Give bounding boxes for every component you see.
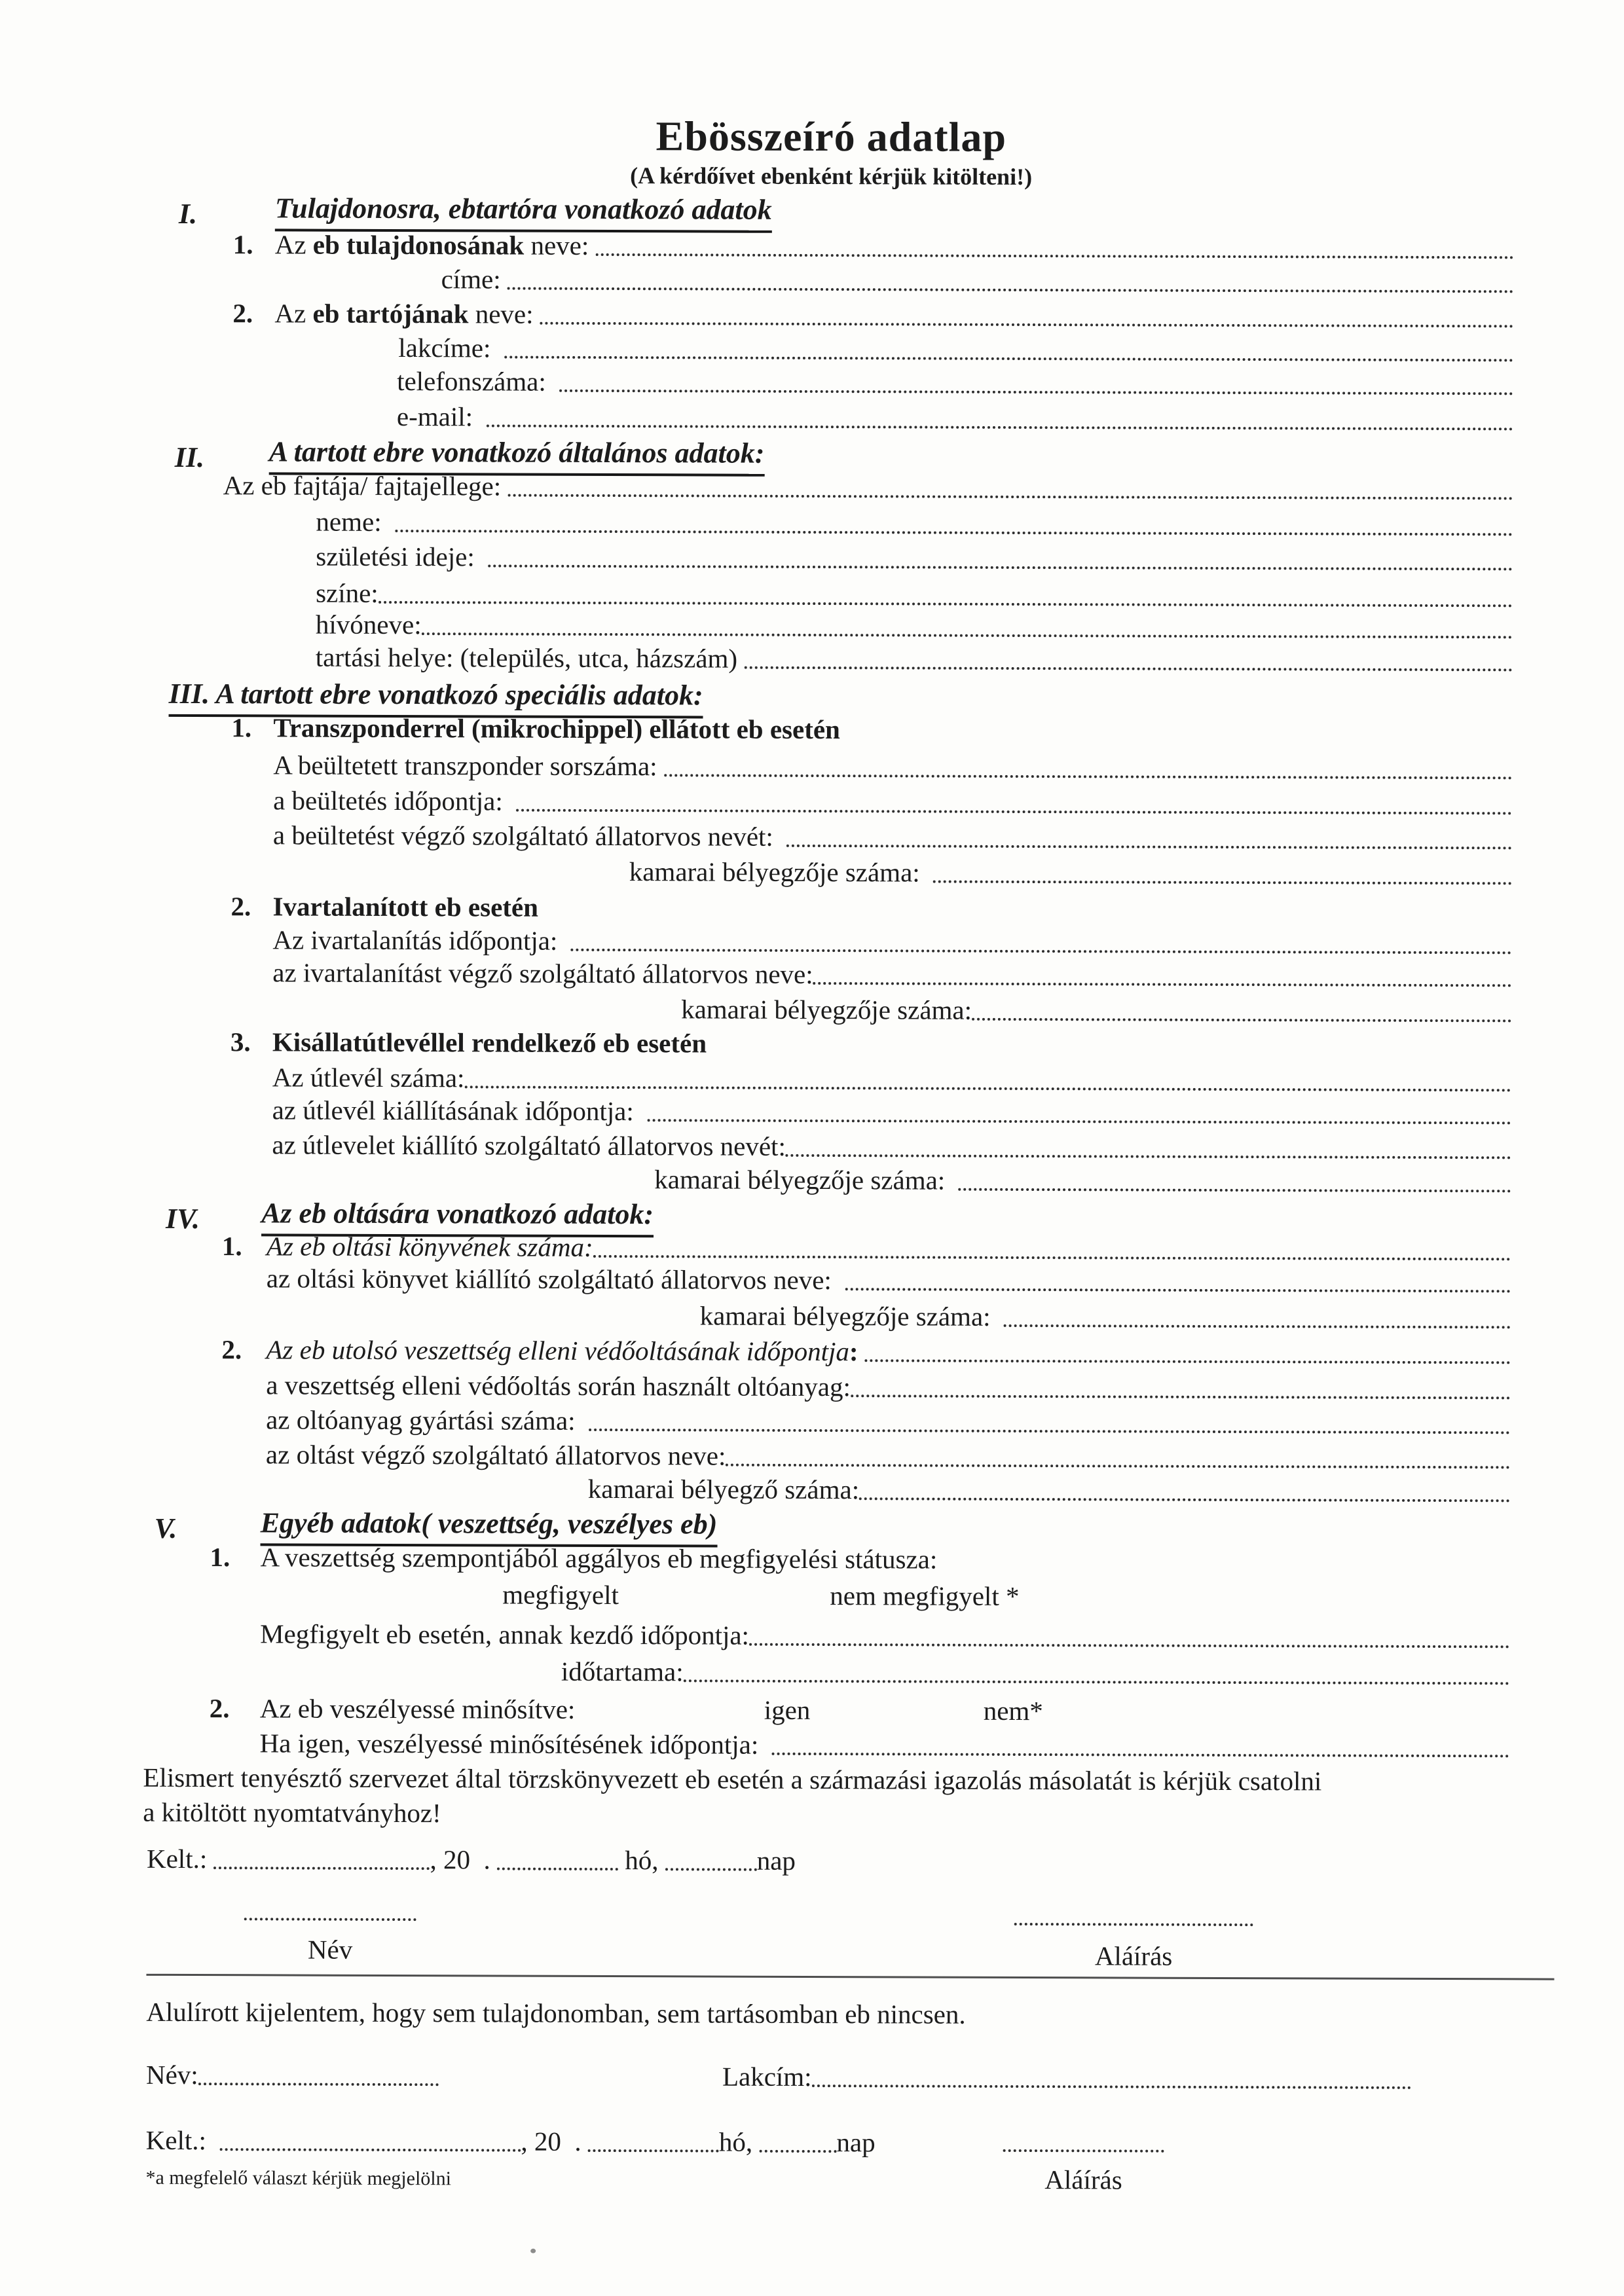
field-passport-date [272, 1094, 1511, 1129]
field-keeper-name [232, 297, 1513, 333]
field-dog-birthdate [316, 541, 1513, 576]
dotted-fill-line [726, 1464, 1510, 1469]
date-line-2-label: nap [836, 2127, 876, 2158]
section-i-heading-text [275, 191, 772, 232]
section-v-heading-label: Egyéb adatok( veszettség, veszélyes eb) [260, 1506, 718, 1540]
field-rabies-vaccine-label: a veszettség elleni védőoltás során használt oltóanyag: [266, 1370, 851, 1402]
dotted-fill-line [647, 1119, 1511, 1124]
item-iii-1 [231, 712, 840, 745]
field-vaccine-batch [266, 1404, 1510, 1439]
field-vaccination-book-vet [267, 1262, 1511, 1298]
note-pedigree-line-2-label: a kitöltött nyomtatványhoz! [143, 1796, 441, 1829]
field-dog-birthdate-label: születési ideje: [316, 541, 489, 572]
section-i-heading [178, 191, 772, 232]
dotted-fill-line [213, 1867, 430, 1870]
item-v-2-number: 2. [209, 1693, 230, 1724]
date-line-1-label: hó, [618, 1845, 665, 1876]
option-dangerous-no-label: nem* [983, 1695, 1043, 1726]
field-dangerous-date [260, 1727, 1509, 1762]
date-line-1-label: nap [756, 1845, 796, 1876]
date-line-1-label: Kelt.: [146, 1843, 214, 1874]
field-chip-vet-label: a beültetést végző szolgáltató állatorvos nevét: [272, 820, 787, 852]
field-keeper-name-label: neve: [468, 299, 540, 329]
signature-line-signature-2 [1003, 2149, 1164, 2153]
field-last-rabies-date-number: 2. [221, 1334, 242, 1365]
label-signature-1-label: Aláírás [1094, 1941, 1173, 1971]
field-keeper-email [397, 401, 1513, 435]
date-line-2-label: , 20 . [521, 2126, 588, 2157]
field-rabies-vet-stamp-label: kamarai bélyegző száma: [587, 1473, 860, 1505]
dotted-fill-line [488, 564, 1513, 570]
dotted-fill-line [859, 1497, 1510, 1502]
signature-line-name [244, 1918, 416, 1921]
option-not-observed-label: nem megfigyelt * [830, 1580, 1020, 1611]
label-signature-2 [1003, 2164, 1164, 2196]
dotted-fill-line [507, 494, 1513, 500]
date-line-1-label: , 20 . [430, 1844, 498, 1875]
field-chip-vet-stamp-label: kamarai bélyegzője száma: [629, 856, 934, 888]
field-dog-color-label: színe: [316, 577, 378, 608]
dotted-fill-line [219, 2148, 521, 2151]
declaration-no-dog [146, 1996, 966, 2030]
item-iii-3-number: 3. [230, 1027, 251, 1057]
dotted-fill-line [851, 1394, 1510, 1399]
field-observation-start [260, 1618, 1509, 1653]
field-vaccination-book-vet-label: az oltási könyvet kiállító szolgáltató állatorvos neve: [266, 1263, 845, 1296]
field-keeper-name-label: Az [274, 298, 313, 329]
dotted-fill-line [665, 1868, 757, 1870]
dotted-fill-line [497, 1867, 618, 1870]
date-line-2-label: hó, [718, 2126, 760, 2157]
item-v-1 [210, 1541, 938, 1575]
dotted-fill-line [507, 287, 1514, 293]
dotted-fill-line [664, 774, 1512, 779]
field-dog-breed-label: Az eb fajtája/ fajtajellege: [223, 470, 508, 501]
dotted-fill-line [198, 2083, 439, 2086]
field-dog-sex-label: neme: [316, 506, 396, 537]
field-chip-vet-stamp [629, 856, 1512, 890]
dotted-fill-line [972, 1018, 1511, 1023]
field-vaccination-book-number-number: 1. [221, 1231, 242, 1262]
field-passport-number [272, 1061, 1511, 1097]
footnote-mark-answer [145, 2162, 451, 2195]
option-dangerous-yes [764, 1694, 811, 1726]
dotted-fill-line [1004, 1324, 1511, 1328]
field-dog-breed [223, 469, 1513, 505]
dotted-fill-line [749, 1643, 1509, 1649]
section-ii-heading-number: II. [174, 441, 205, 474]
label-signature-1 [1014, 1940, 1253, 1972]
item-v-2 [209, 1692, 576, 1725]
divider [146, 1974, 1554, 1980]
option-not-observed [830, 1580, 1019, 1612]
declaration-no-dog-label: Alulírott kijelentem, hogy sem tulajdonomban, sem tartásomban eb nincsen. [146, 1996, 966, 2030]
field-dog-location-label: tartási helye: (település, utca, házszám) [315, 642, 745, 674]
section-i-heading-label: Tulajdonosra, ebtartóra vonatkozó adatok [274, 192, 772, 226]
field-rabies-vet-label: az oltást végző szolgáltató állatorvos neve: [265, 1439, 726, 1471]
item-v-2-label: Az eb veszélyessé minősítve: [259, 1693, 576, 1724]
date-line-2 [146, 2124, 876, 2158]
field-keeper-name-label: eb tartójának [312, 298, 469, 329]
field-chip-vet [273, 819, 1512, 854]
section-ii-heading-label: A tartott ebre vonatkozó általános adatok: [268, 435, 765, 469]
field-keeper-phone [397, 365, 1513, 400]
field-neuter-vet-label: az ivartalanítást végző szolgáltató állatorvos neve: [272, 957, 813, 990]
dotted-fill-line [540, 322, 1514, 328]
item-iii-2-number: 2. [231, 891, 251, 922]
option-dangerous-no [984, 1695, 1043, 1726]
option-observed [502, 1579, 619, 1611]
dotted-fill-line [744, 666, 1512, 672]
dotted-fill-line [378, 601, 1513, 607]
field-neuter-vet [272, 957, 1511, 992]
field-keeper-address [398, 332, 1513, 367]
field-declarant-address-label: Lakcím: [722, 2061, 812, 2092]
field-owner-address [441, 263, 1514, 298]
dotted-fill-line [559, 390, 1513, 395]
field-passport-vet [272, 1129, 1511, 1164]
dotted-fill-line [516, 809, 1512, 815]
signature-line-signature-1 [1014, 1923, 1253, 1926]
dotted-fill-line [504, 356, 1513, 362]
field-vaccination-book-vet-stamp-label: kamarai bélyegzője száma: [699, 1300, 1005, 1332]
field-chip-date-label: a beültetés időpontja: [273, 785, 517, 816]
footnote-mark-answer-label: *a megfelelő választ kérjük megjelölni [145, 2166, 452, 2190]
field-dog-callname-label: hívóneve: [315, 609, 422, 640]
dotted-fill-line [589, 1429, 1510, 1434]
dotted-fill-line [395, 530, 1513, 536]
date-line-2-label: Kelt.: [145, 2124, 220, 2156]
field-vaccination-book-number-label: Az eb oltási könyvének száma: [266, 1231, 593, 1262]
field-passport-vet-stamp-label: kamarai bélyegzője száma: [654, 1164, 959, 1195]
field-owner-name-label: eb tulajdonosának [312, 229, 525, 261]
field-declarant-name-label: Név: [145, 2059, 198, 2090]
label-signature-2-label: Aláírás [1044, 2164, 1122, 2195]
dotted-fill-line [571, 949, 1512, 955]
field-neuter-date-label: Az ivartalanítás időpontja: [272, 924, 571, 956]
field-rabies-vaccine [266, 1369, 1510, 1404]
item-iii-1-number: 1. [231, 712, 252, 743]
label-name-label: Név [307, 1934, 353, 1965]
section-v-heading-number: V. [154, 1512, 177, 1544]
dotted-fill-line [772, 1753, 1509, 1758]
field-last-rabies-date [221, 1334, 1510, 1369]
item-iii-3 [230, 1026, 707, 1059]
dotted-fill-line [812, 2085, 1411, 2089]
field-passport-vet-label: az útlevelet kiállító szolgáltató állatorvos nevét: [272, 1129, 786, 1161]
field-vaccination-book-vet-stamp [700, 1300, 1511, 1334]
field-observation-duration-label: időtartama: [561, 1656, 684, 1687]
field-chip-serial [273, 749, 1512, 784]
field-keeper-phone-label: telefonszáma: [397, 366, 560, 397]
field-keeper-email-label: e-mail: [396, 401, 487, 432]
field-owner-name-label: Az [274, 229, 313, 260]
label-name [244, 1933, 416, 1965]
item-v-1-label: A veszettség szempontjából aggályos eb megfigyelési státusza: [260, 1542, 938, 1575]
section-i-heading-number: I. [178, 197, 198, 230]
field-owner-name-number: 1. [232, 229, 253, 260]
note-pedigree-line-1-label: Elismert tenyésztő szervezet által törzskönyvezett eb esetén a származási igazolás másolatát is kérjük csatolni [143, 1762, 1322, 1796]
dotted-fill-line [759, 2150, 836, 2153]
field-passport-number-label: Az útlevél száma: [272, 1062, 465, 1093]
field-dog-location [316, 642, 1513, 677]
field-keeper-name-number: 2. [232, 298, 253, 329]
section-iii-heading-label: III. A tartott ebre vonatkozó speciális adatok: [168, 677, 703, 712]
form-subtitle: (A kérdőívet ebenként kérjük kitölteni!) [630, 162, 1033, 191]
field-neuter-vet-stamp-label: kamarai bélyegzője száma: [681, 994, 972, 1025]
dotted-fill-line [593, 1255, 1511, 1260]
field-dog-callname [316, 609, 1513, 644]
dotted-fill-line [786, 845, 1512, 849]
field-last-rabies-date-label: : [849, 1336, 865, 1367]
dotted-fill-line [588, 2149, 719, 2153]
field-owner-address-label: címe: [441, 264, 508, 295]
note-pedigree-line-2 [143, 1796, 441, 1829]
option-dangerous-yes-label: igen [764, 1694, 811, 1725]
dotted-fill-line [464, 1085, 1511, 1091]
item-iii-1-label: Transzponderrel (mikrochippel) ellátott eb esetén [273, 712, 840, 745]
field-vaccination-book-number [221, 1230, 1511, 1266]
field-passport-vet-stamp [654, 1163, 1511, 1197]
field-chip-date [273, 784, 1512, 820]
section-iv-heading-number: IV. [166, 1202, 200, 1235]
option-observed-label: megfigyelt [502, 1579, 619, 1611]
dotted-fill-line [933, 881, 1512, 885]
field-declarant-address [722, 2061, 1411, 2094]
item-iii-2 [231, 890, 539, 922]
dotted-fill-line [959, 1188, 1511, 1193]
dotted-fill-line [422, 632, 1513, 638]
field-dog-sex [316, 506, 1513, 541]
field-declarant-name [146, 2059, 439, 2091]
field-owner-name [232, 228, 1514, 264]
dotted-fill-line [845, 1288, 1510, 1292]
field-chip-serial-label: A beültetett transzponder sorszáma: [273, 750, 664, 782]
scan-speck [530, 2249, 536, 2253]
field-observation-duration [561, 1656, 1509, 1690]
field-passport-date-label: az útlevél kiállításának időpontja: [272, 1095, 648, 1127]
field-rabies-vet-stamp [588, 1473, 1510, 1507]
field-vaccine-batch-label: az oltóanyag gyártási száma: [266, 1404, 589, 1436]
field-last-rabies-date-label: Az eb utolsó veszettség elleni védőoltásának időpontja [266, 1334, 849, 1367]
dotted-fill-line [786, 1154, 1511, 1159]
dotted-fill-line [596, 253, 1514, 259]
field-dog-color [316, 577, 1513, 613]
field-dangerous-date-label: Ha igen, veszélyessé minősítésének időpontja: [259, 1728, 772, 1760]
dotted-fill-line [865, 1359, 1511, 1364]
field-rabies-vet [266, 1438, 1510, 1474]
field-keeper-address-label: lakcíme: [398, 333, 505, 363]
form-title: Ebösszeíró adatlap [655, 113, 1007, 160]
item-iii-3-label: Kisállatútlevéllel rendelkező eb esetén [272, 1027, 707, 1059]
item-iii-2-label: Ivartalanított eb esetén [272, 891, 539, 922]
dotted-fill-line [684, 1679, 1509, 1685]
dotted-fill-line [813, 982, 1512, 987]
dotted-fill-line [487, 424, 1513, 430]
field-neuter-date [272, 924, 1511, 959]
field-owner-name-label: neve: [524, 230, 596, 261]
date-line-1 [147, 1843, 796, 1876]
field-observation-start-label: Megfigyelt eb esetén, annak kezdő időpontja: [260, 1618, 750, 1650]
item-v-1-number: 1. [210, 1542, 231, 1573]
field-neuter-vet-stamp [681, 993, 1511, 1027]
section-iv-heading-label: Az eb oltására vonatkozó adatok: [261, 1197, 654, 1231]
note-pedigree-line-1 [143, 1762, 1321, 1797]
